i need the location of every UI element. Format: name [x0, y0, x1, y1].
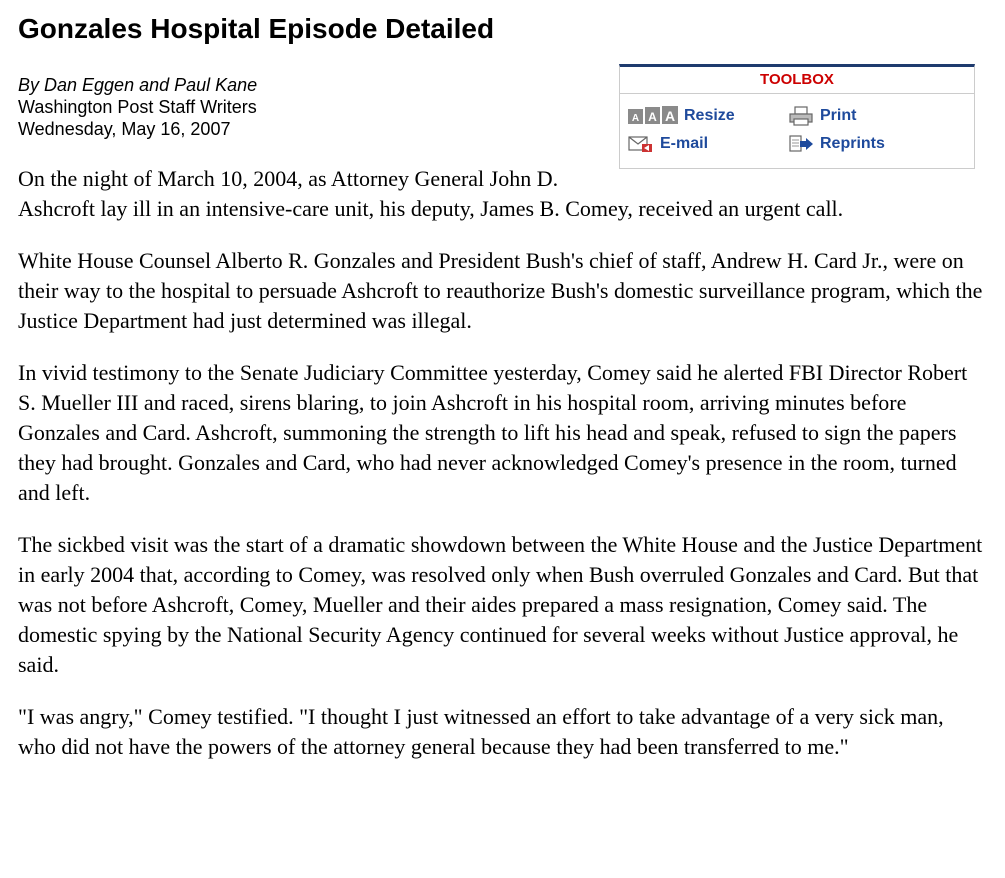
printer-icon	[788, 106, 814, 126]
print-button[interactable]	[788, 106, 948, 126]
resize-button[interactable]	[628, 106, 788, 126]
article-headline: Gonzales Hospital Episode Detailed	[18, 13, 495, 44]
article-paragraph: On the night of March 10, 2004, as Attorney General John D. Ashcroft lay ill in an intensive-care unit, his deputy, James B. Comey, received an urgent call.	[18, 166, 844, 221]
reprints-icon	[788, 134, 814, 154]
email-button[interactable]	[628, 134, 788, 154]
article-paragraph: "I was angry," Comey testified. "I thought I just witnessed an effort to take advantage of a very sick man, who did not have the powers of the attorney general because they had been transferred to me."	[18, 704, 944, 759]
byline-authors: By Dan Eggen and Paul Kane	[18, 75, 258, 95]
byline-affiliation: Washington Post Staff Writers	[18, 97, 257, 117]
svg-text:A: A	[664, 108, 676, 124]
resize-label: Resize	[684, 107, 735, 124]
reprints-button[interactable]	[788, 134, 948, 154]
svg-text:A: A	[631, 113, 640, 124]
toolbox-title: TOOLBOX	[620, 67, 974, 94]
email-icon	[628, 134, 654, 154]
toolbox-panel	[619, 64, 975, 169]
toolbox-grid	[620, 94, 974, 168]
article-paragraph: In vivid testimony to the Senate Judiciary Committee yesterday, Comey said he alerted FBI Director Robert S. Mueller III and raced, sirens blaring, to join Ashcroft in his hospital room, arriving minutes before Gonzales and Card. Ashcroft, summoning the strength to lift his head and speak, refused to sign the papers they had brought. Gonzales and Card, who had never acknowledged Comey's presence in the room, turned and left.	[18, 360, 968, 505]
email-label: E-mail	[660, 135, 709, 152]
article-paragraph: White House Counsel Alberto R. Gonzales and President Bush's chief of staff, Andrew H. Card Jr., were on their way to the hospital to persuade Ashcroft to reauthorize Bush's domestic surveillance program, which the Justice Department had just determined was illegal.	[18, 248, 983, 333]
byline-date: Wednesday, May 16, 2007	[18, 119, 231, 139]
article-body	[18, 164, 987, 762]
print-label: Print	[820, 107, 857, 124]
article-paragraph: The sickbed visit was the start of a dramatic showdown between the White House and the Justice Department in early 2004 that, according to Comey, was resolved only when Bush overruled Gonzales and Card. But that was not before Ashcroft, Comey, Mueller and their aides prepared a mass resignation, Comey said. The domestic spying by the National Security Agency continued for several weeks without Justice approval, he said.	[18, 532, 983, 677]
resize-text-icon	[628, 106, 678, 126]
svg-text:A: A	[648, 110, 657, 124]
reprints-label: Reprints	[820, 135, 885, 152]
